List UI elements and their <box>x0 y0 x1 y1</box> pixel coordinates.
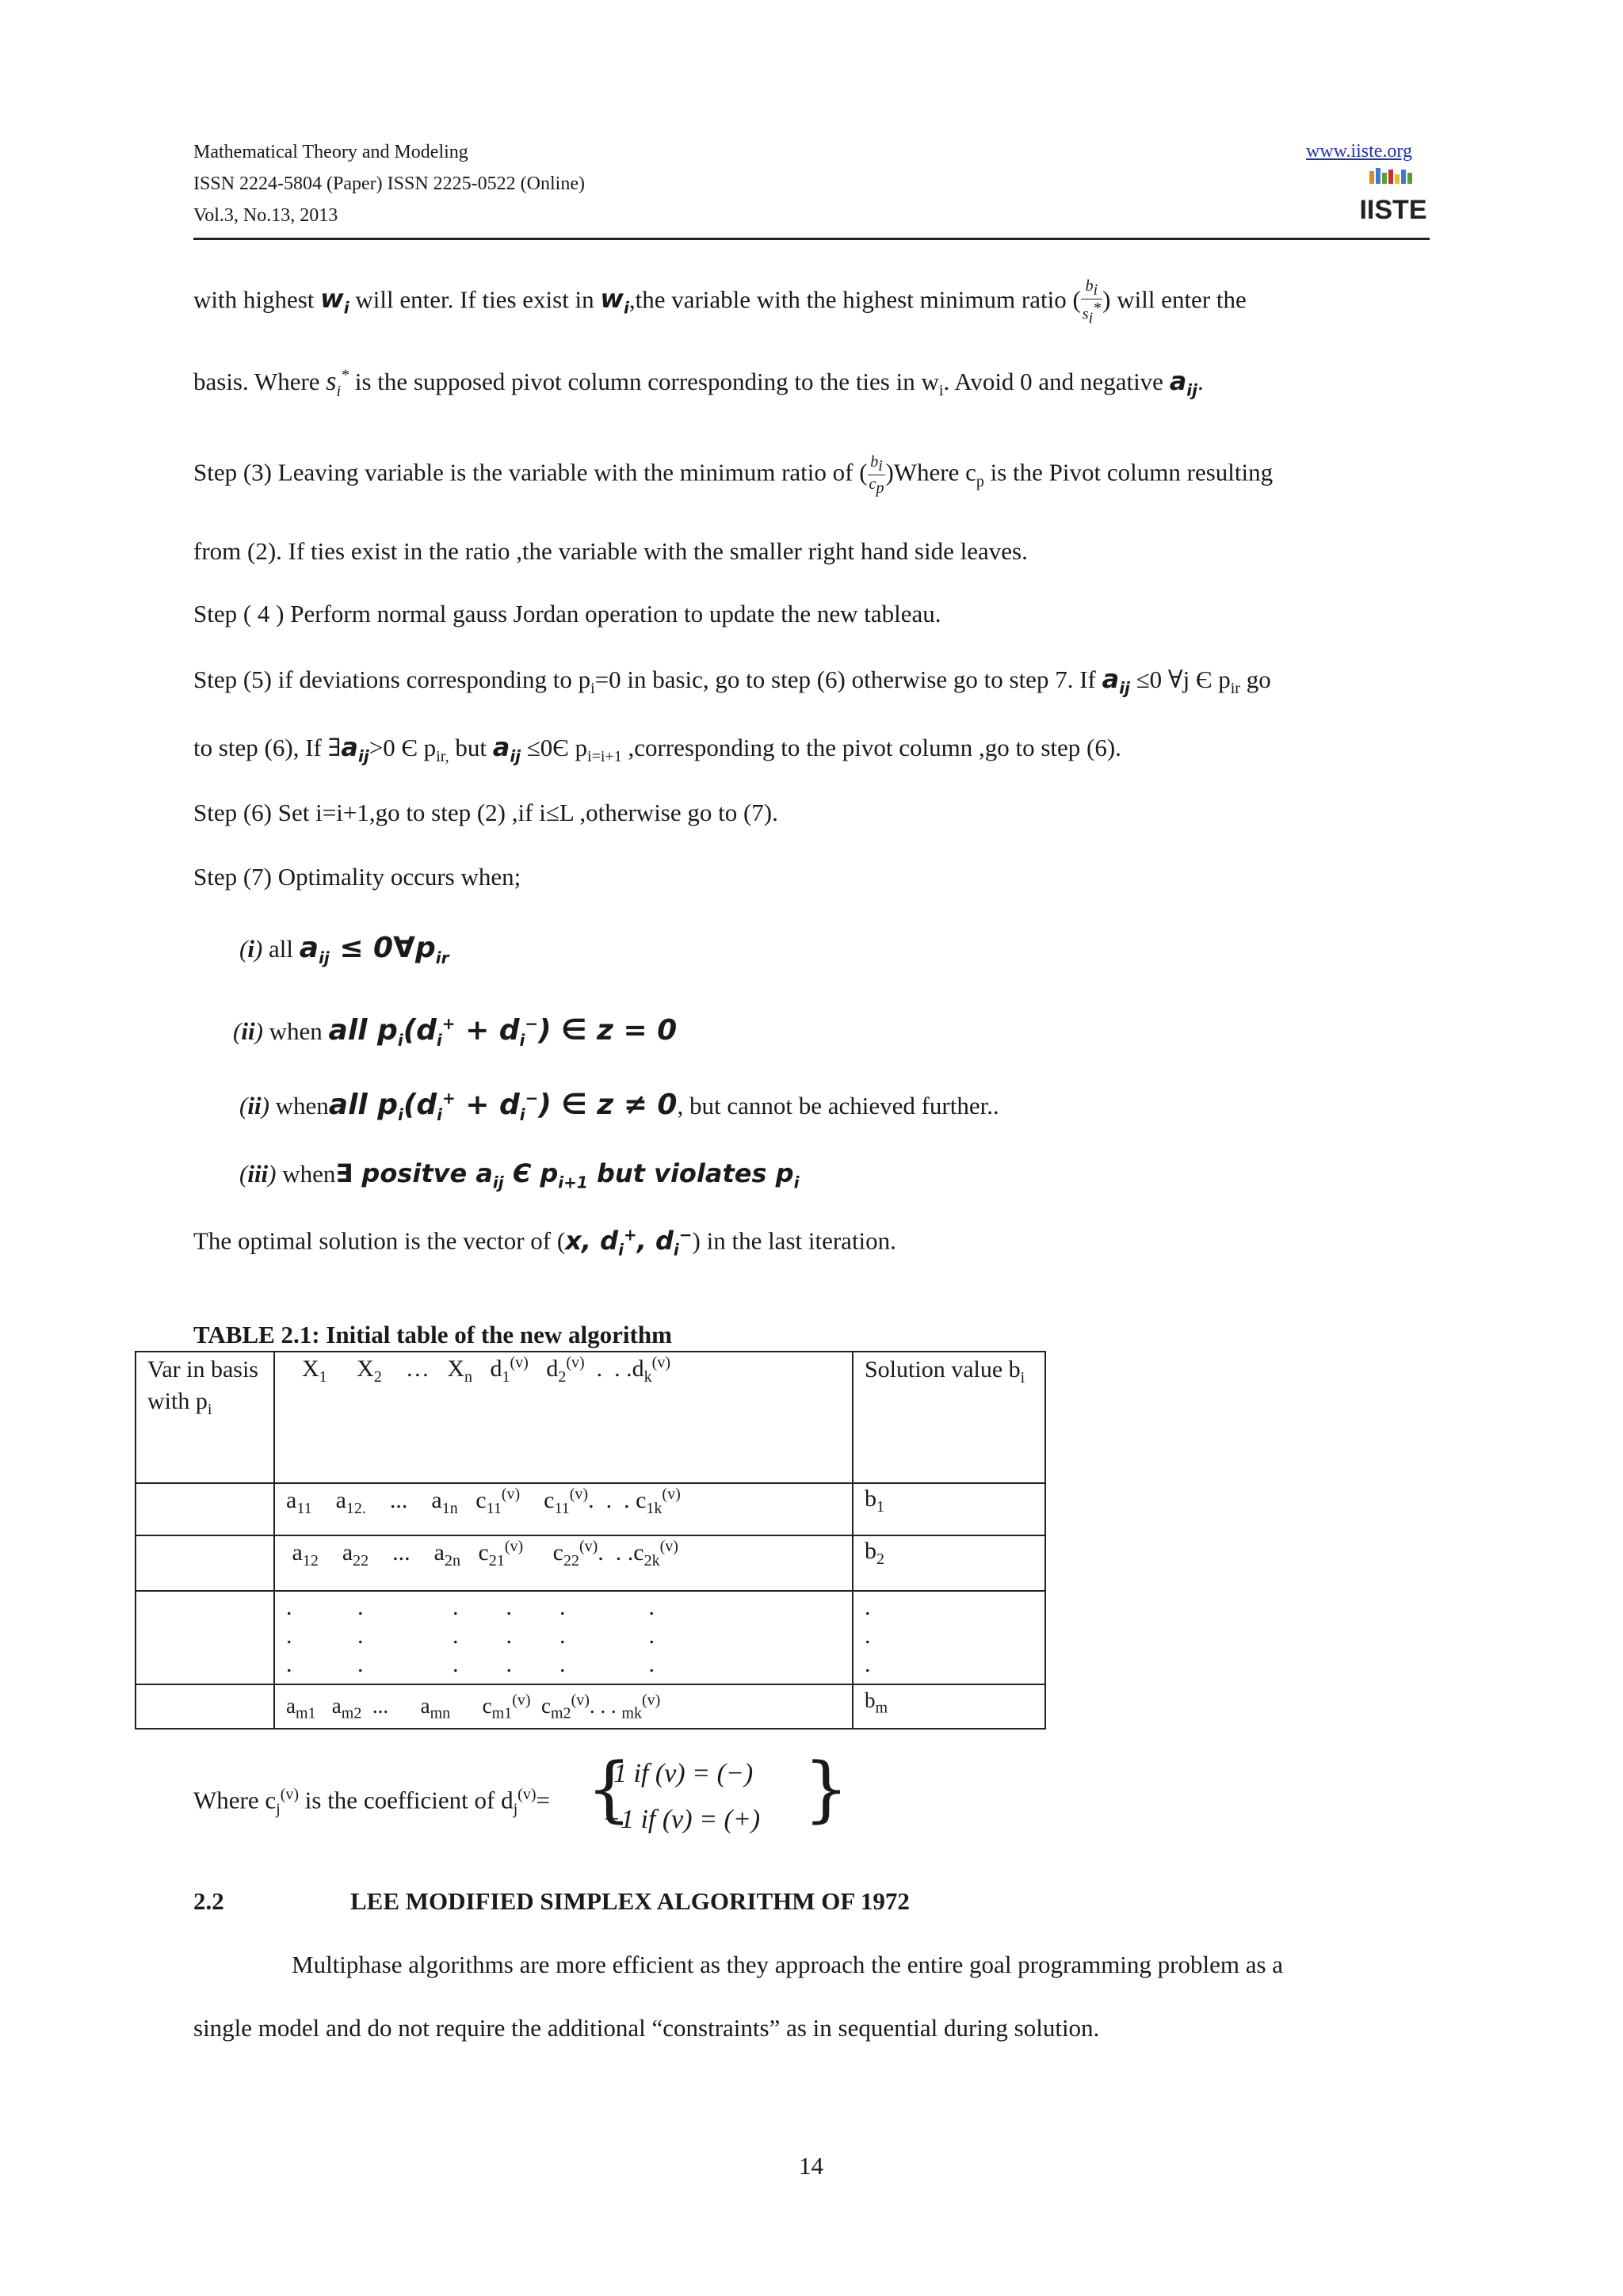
ratio-b-over-s: $\frac{b_i}{s_i^*}$ <box>1082 277 1102 327</box>
w-i-symbol: $w_i$ <box>320 284 349 318</box>
step-4: Step ( 4 ) Perform normal gauss Jordan operation to update the new tableau. <box>193 600 941 627</box>
row-1-rhs: $b_1$ <box>853 1483 1045 1535</box>
journal-title: Mathematical Theory and Modeling <box>193 142 468 162</box>
step-7: Step (7) Optimality occurs when; <box>193 863 521 891</box>
right-brace: } <box>804 1748 850 1831</box>
s-i-star-symbol: $s_i^*$ <box>326 366 349 400</box>
step-3-line-2: from (2). If ties exist in the ratio ,the variable with the smaller right hand side leaves. <box>193 537 1028 565</box>
table-row <box>136 1591 1045 1684</box>
case-1: 1 if (v) = (−) <box>613 1759 754 1788</box>
condition-i: (i) all $a_{ij}$ ≤ $0\forall p_{ir}$ <box>239 932 449 968</box>
row-2-coefficients: $a_{12}$ $a_{22}$ ... $a_{2n}$ $c_{21}^{(v)}$ $c_{22}^{(v)}$. . $.c_{2k}^{(v)}$ <box>274 1535 853 1591</box>
row-m-coefficients: $a_{m1}$ $a_{m2}$ ... $a_{mn}$ $c_{m1}^{(v)}$ $c_{m2}^{(v)}$. . . $_{mk}^{(v)}$ <box>274 1684 853 1729</box>
ellipsis-rhs: . . . <box>853 1591 1045 1684</box>
svg-text:IISTE: IISTE <box>1359 195 1427 225</box>
header-solution-value: Solution value $b_i$ <box>853 1352 1045 1483</box>
case-2: −1 if (v) = (+) <box>602 1805 761 1834</box>
section-paragraph-line-2: single model and do not require the additional “constraints” as in sequential during solution. <box>193 2014 1100 2042</box>
page-number: 14 <box>799 2152 823 2180</box>
header-variables: $X_1$ $X_2$ … $X_n$ $d_1^{(v)}$ $d_2^{(v)}$ . . $.d_k^{(v)}$ <box>274 1352 853 1483</box>
section-number: 2.2 <box>193 1887 224 1915</box>
table-header-row <box>136 1352 1045 1483</box>
condition-ii: (ii) when all $p_i(d_i^+ + d_i^-)$ ∈ z = 0 <box>233 1014 678 1051</box>
ellipsis-rows: . . . . . . . . . . . . . . . . . . <box>274 1591 853 1684</box>
table-row <box>136 1535 1045 1591</box>
condition-iii: (iii) when∃ positve $a_{ij}$ Є $p_{i+1}$ but violates $p_i$ <box>239 1158 800 1192</box>
table-row <box>136 1684 1045 1729</box>
w-i-symbol-2: $w_i$ <box>600 284 629 318</box>
initial-table <box>135 1351 1046 1730</box>
website-link[interactable]: www.iiste.org <box>1306 141 1412 162</box>
condition-ii-b: (ii) whenall $p_i(d_i^+ + d_i^-)$ ∈ z ≠ 0, but cannot be achieved further.. <box>239 1089 999 1125</box>
section-title: LEE MODIFIED SIMPLEX ALGORITHM OF 1972 <box>350 1887 910 1915</box>
section-paragraph-line-1: Multiphase algorithms are more efficient as they approach the entire goal programming problem as a <box>292 1951 1284 1978</box>
optimal-solution-line: The optimal solution is the vector of (x, $d_i^+$, $d_i^-$) in the last iteration. <box>193 1225 896 1260</box>
paragraph-line-2: basis. Where $s_i^*$ is the supposed pivot column corresponding to the ties in $w_i$. Avoid 0 and negative $a_{ij}$. <box>193 366 1204 400</box>
volume-line: Vol.3, No.13, 2013 <box>193 205 338 226</box>
row-1-coefficients: $a_{11}$ $a_{12.}$ ... $a_{1n}$ $c_{11}^{(v)}$ $c_{11}^{(v)}$. . . $c_{1k}^{(v)}$ <box>274 1483 853 1535</box>
table-caption: TABLE 2.1: Initial table of the new algorithm <box>193 1321 672 1348</box>
header-var-in-basis: Var in basis with $p_i$ <box>136 1352 274 1483</box>
row-m-rhs: $b_m$ <box>853 1684 1045 1729</box>
step-5-line-2: to step (6), If $\exists a_{ij}>0$ Є $p_{ir,}$ but $a_{ij} \le 0Є$ $p_{i=i+1}$ ,corresponding to the pivot column ,go to step (6). <box>193 732 1121 766</box>
table-row <box>136 1483 1045 1535</box>
header-rule <box>193 238 1430 240</box>
ratio-b-over-c: $\frac{b_i}{c_p}$ <box>869 453 884 497</box>
left-brace: { <box>586 1748 632 1831</box>
iiste-logo <box>1359 166 1427 225</box>
step-5-line-1: Step (5) if deviations corresponding to $p_i=0$ in basic, go to step (6) otherwise go to step 7. If $a_{ij} \le 0$ ∀j Є $p_{ir}$ go <box>193 664 1271 698</box>
row-2-rhs: $b_2$ <box>853 1535 1045 1591</box>
step-6: Step (6) Set i=i+1,go to step (2) ,if i≤L ,otherwise go to (7). <box>193 799 778 826</box>
issn-line: ISSN 2224-5804 (Paper) ISSN 2225-0522 (Online) <box>193 174 585 194</box>
paragraph-line-1: with highest $w_i$ will enter. If ties exist in $w_i,the$ variable with the highest minimum ratio ( $\frac{b_i}{s_i^*}$ ) will enter the <box>193 277 1247 327</box>
step-3-line-1: Step (3) Leaving variable is the variable with the minimum ratio of ( $\frac{b_i}{c_p}$ )Where $c_p$ is the Pivot column resulting <box>193 453 1274 497</box>
a-ij-symbol: $a_{ij}$ <box>1169 366 1198 400</box>
